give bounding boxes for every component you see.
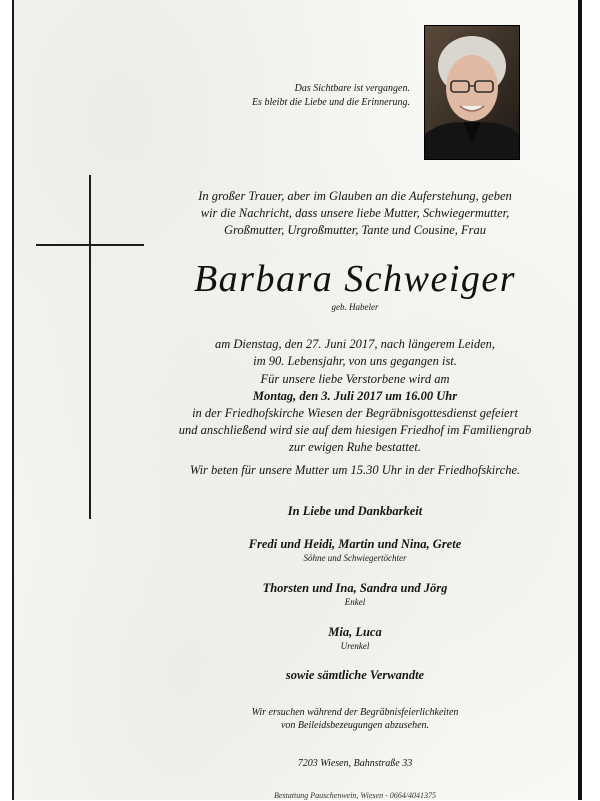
portrait-photo	[424, 25, 520, 160]
funeral-line-4: und anschließend wird sie auf dem hiesigen Friedhof im Familiengrab	[178, 423, 532, 437]
deceased-name: Barbara Schweiger	[193, 258, 517, 300]
portrait-illustration	[425, 26, 519, 159]
mourner-group	[150, 536, 560, 564]
mourner-names: Fredi und Heidi, Martin und Nina, Grete	[248, 537, 462, 551]
funeral-line-3: in der Friedhofskirche Wiesen der Begräbnisgottesdienst gefeiert	[192, 406, 518, 420]
mourner-relation: Enkel	[344, 597, 366, 607]
funeral-line-1: Für unsere liebe Verstorbene wird am	[260, 372, 450, 386]
request-line-2: von Beileidsbezeugungen abzusehen.	[280, 720, 430, 731]
cross-icon-horizontal	[36, 244, 144, 246]
memorial-quote	[190, 82, 410, 110]
maiden-name: geb. Habeler	[331, 302, 379, 312]
funeral-line-5: zur ewigen Ruhe bestattet.	[289, 440, 421, 454]
quote-line-2: Es bleibt die Liebe und die Erinnerung.	[251, 97, 410, 108]
funeral-details	[150, 371, 560, 456]
undertaker-contact: Bestattung Pauschenwein, Wiesen - 0664/4041375	[274, 791, 436, 800]
cross-icon-vertical	[89, 175, 91, 519]
mourner-relation: Söhne und Schwiegertöchter	[303, 553, 407, 563]
request-line-1: Wir ersuchen während der Begräbnisfeierlichkeiten	[251, 707, 459, 718]
prayer-notice: Wir beten für unsere Mutter um 15.30 Uhr in der Friedhofskirche.	[189, 463, 521, 477]
announcement-intro	[150, 188, 560, 239]
intro-line-2: wir die Nachricht, dass unsere liebe Mutter, Schwiegermutter,	[200, 206, 510, 220]
left-edge-border	[0, 0, 14, 800]
mourner-group	[150, 624, 560, 652]
condolence-request	[150, 706, 560, 732]
intro-line-3: Großmutter, Urgroßmutter, Tante und Cousine, Frau	[223, 223, 487, 237]
death-line-2: im 90. Lebensjahr, von uns gegangen ist.	[253, 354, 457, 368]
mourner-names: Thorsten und Ina, Sandra und Jörg	[262, 581, 448, 595]
quote-line-1: Das Sichtbare ist vergangen.	[294, 83, 410, 94]
death-notice	[150, 336, 560, 370]
mourner-group	[150, 580, 560, 608]
death-line-1: am Dienstag, den 27. Juni 2017, nach längerem Leiden,	[214, 337, 496, 351]
relatives-line: sowie sämtliche Verwandte	[285, 668, 425, 682]
right-edge-border	[578, 0, 600, 800]
family-address: 7203 Wiesen, Bahnstraße 33	[297, 758, 413, 769]
thanks-heading: In Liebe und Dankbarkeit	[287, 504, 423, 518]
mourner-relation: Urenkel	[340, 641, 370, 651]
funeral-date: Montag, den 3. Juli 2017 um 16.00 Uhr	[252, 389, 458, 403]
mourner-names: Mia, Luca	[328, 625, 382, 639]
intro-line-1: In großer Trauer, aber im Glauben an die Auferstehung, geben	[198, 189, 512, 203]
